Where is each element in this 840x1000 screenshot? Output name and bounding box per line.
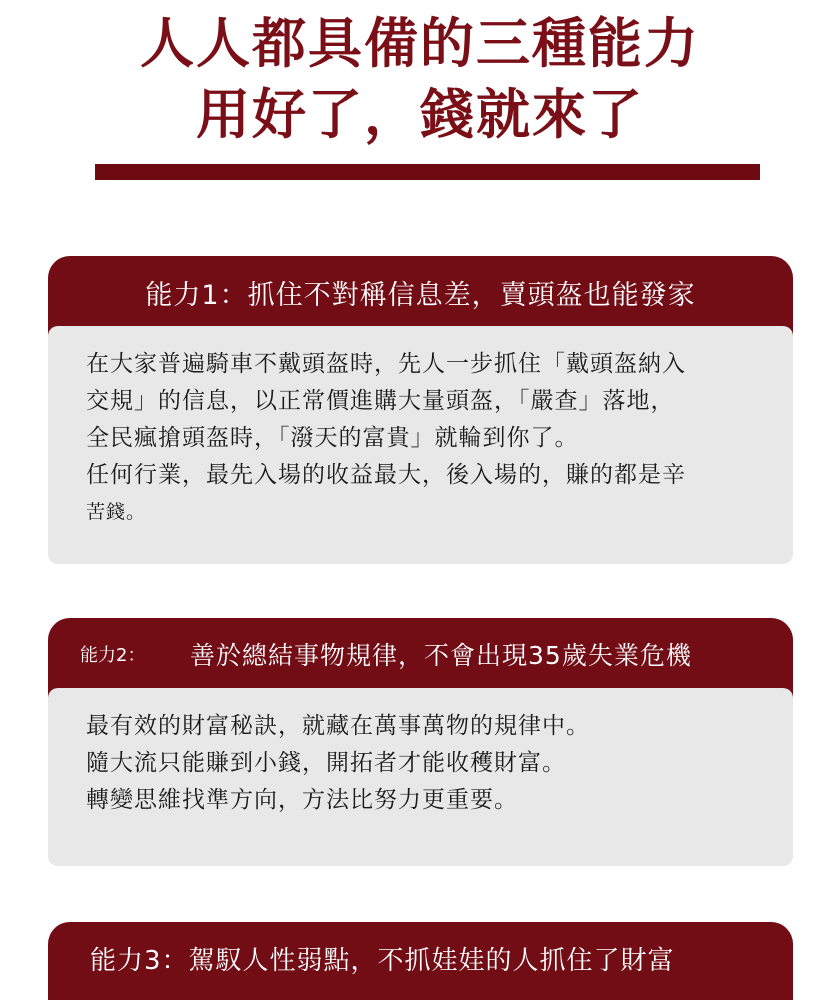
- section-header: [48, 922, 793, 1000]
- body-line: 隨大流只能賺到小錢，開拓者才能收穫財富。: [86, 750, 566, 776]
- section-body: [48, 326, 793, 564]
- section-body: [48, 688, 793, 866]
- section-label: 能力2：: [80, 645, 146, 666]
- body-paragraph: 任何行業，最先入場的收益最大，後入場的，賺的都是辛: [86, 462, 686, 488]
- section-heading: 善於總結事物規律，不會出現35歲失業危機: [190, 641, 692, 670]
- body-paragraph: 在大家普遍騎車不戴頭盔時，先人一步抓住「戴頭盔納入 交規」的信息，以正常價進購大量頭盔，「嚴查」落地， 全民瘋搶頭盔時，「潑天的富貴」就輪到你了。: [86, 351, 686, 451]
- ability-section-3: [48, 922, 793, 1000]
- body-paragraph-tail: 苦錢。: [86, 501, 147, 523]
- ability-section-2: [48, 618, 793, 866]
- ability-section-1: [48, 256, 793, 564]
- page-title-line-1: 人人都具備的三種能力: [140, 12, 700, 75]
- section-heading: 能力3：駕馭人性弱點，不抓娃娃的人抓住了財富: [90, 945, 675, 976]
- section-heading: 能力1：抓住不對稱信息差，賣頭盔也能發家: [145, 279, 696, 311]
- title-divider-bar: [95, 164, 760, 180]
- page-title-line-2: 用好了，錢就來了: [196, 83, 644, 146]
- body-line: 最有效的財富秘訣，就藏在萬事萬物的規律中。: [86, 713, 590, 739]
- body-line: 轉變思維找準方向，方法比努力更重要。: [86, 787, 518, 813]
